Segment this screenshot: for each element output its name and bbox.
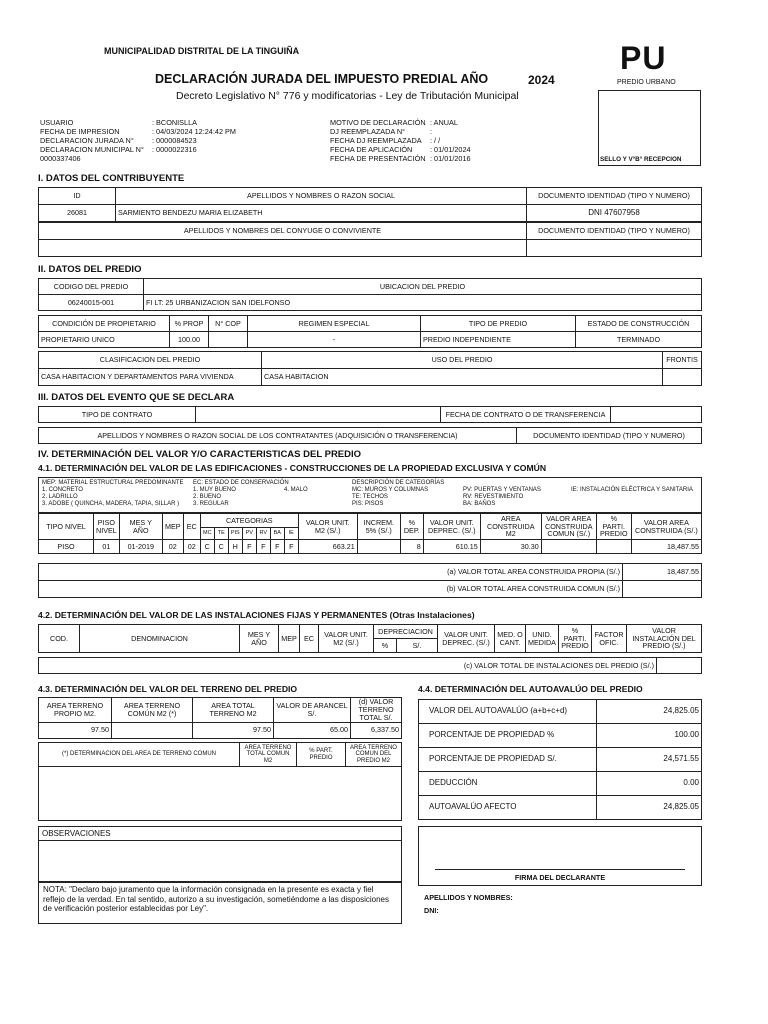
- row-mes: 01-2019: [119, 540, 162, 554]
- cat-col: MC: [200, 528, 214, 540]
- spouse-name: [39, 240, 527, 257]
- declarant-dni-label: DNI:: [424, 906, 439, 915]
- header-prop: % PROP: [170, 316, 209, 332]
- legend-line: 3. ADOBE ( QUINCHA, MADERA, TAPIA, SILLAR ): [42, 501, 180, 507]
- total-c-value: [657, 658, 702, 674]
- appraisal-value: 24,825.05: [597, 700, 702, 724]
- header-piso-nivel: PISO NIVEL: [94, 514, 120, 540]
- meta-value: : 04/03/2024 12:24:42 PM: [152, 127, 236, 136]
- header-dep-sol: S/.: [397, 639, 438, 653]
- installations-table: [38, 624, 702, 653]
- form-type: PREDIO URBANO: [617, 79, 676, 86]
- contributor-table: [38, 187, 702, 222]
- header-factor: FACTOR OFIC.: [592, 625, 627, 653]
- contractants-table: [38, 427, 702, 444]
- header-common-total: AREA TERRENO TOTAL COMUN M2: [240, 743, 297, 767]
- header-dep: % DEP.: [400, 514, 423, 540]
- header-unit-value: VALOR UNIT. M2 (S/.): [298, 514, 357, 540]
- legend-line: EC: ESTADO DE CONSERVACIÓN: [193, 480, 289, 486]
- header-denominacion: DENOMINACION: [80, 625, 240, 653]
- subsection-4-3: 4.3. DETERMINACIÓN DEL VALOR DEL TERRENO DEL PREDIO: [38, 684, 298, 694]
- stamp-caption: SELLO Y V°B° RECEPCION: [600, 156, 682, 163]
- row-mep: 02: [162, 540, 183, 554]
- header-code: CODIGO DEL PREDIO: [39, 279, 144, 295]
- header-mes-anio: MES Y AÑO: [240, 625, 279, 653]
- observations-label: OBSERVACIONES: [42, 829, 111, 838]
- section-title-property: II. DATOS DEL PREDIO: [38, 264, 142, 275]
- meta-right-labels: [330, 118, 430, 163]
- legend-ec: [193, 480, 289, 508]
- buildings-table: [38, 513, 702, 554]
- header-area-value: VALOR AREA CONSTRUIDA (S/.): [631, 514, 701, 540]
- legend-line: 2. LADRILLO: [42, 494, 78, 500]
- municipality-name: MUNICIPALIDAD DISTRITAL DE LA TINGUIÑA: [104, 46, 300, 56]
- header-contractants-doc: DOCUMENTO IDENTIDAD (TIPO Y NUMERO): [517, 428, 702, 444]
- meta-value: : ANUAL: [430, 118, 458, 127]
- row-area-value: 18,487.55: [631, 540, 701, 554]
- header-regime: REGIMEN ESPECIAL: [248, 316, 421, 332]
- row-nivel: 01: [94, 540, 120, 554]
- legend-line: PIS: PISOS: [352, 501, 384, 507]
- subsection-4-1: 4.1. DETERMINACIÓN DEL VALOR DE LAS EDIFICACIONES - CONSTRUCCIONES DE LA PROPIEDAD EXCLUSIVA Y COMÚN: [38, 463, 547, 473]
- legend-line: MC: MUROS Y COLUMNAS: [352, 487, 429, 493]
- legend-line: BA: BAÑOS: [463, 501, 496, 507]
- row-unit-deprec: 610.15: [423, 540, 480, 554]
- appraisal-label: AUTOAVALÚO AFECTO: [419, 796, 597, 820]
- appraisal-label: PORCENTAJE DE PROPIEDAD S/.: [419, 748, 597, 772]
- meta-label: FECHA DE IMPRESION: [40, 127, 120, 136]
- signature-box: [418, 826, 702, 886]
- header-depreciation: DEPRECIACION: [374, 625, 438, 639]
- header-spouse: APELLIDOS Y NOMBRES DEL CONYUGE O CONVIVIENTE: [39, 223, 527, 240]
- header-install-value: VALOR INSTALACIÓN DEL PREDIO (S/.): [627, 625, 702, 653]
- header-common-value: VALOR AREA CONSTRUIDA COMUN (S/.): [541, 514, 596, 540]
- ownership-pct: 100.00: [170, 332, 209, 348]
- cat-col: IE: [284, 528, 298, 540]
- meta-label: FECHA DE PRESENTACIÓN: [330, 154, 426, 163]
- meta-left-values: [152, 118, 312, 154]
- meta-value: : 0000022316: [152, 145, 197, 154]
- common-land-table: [38, 742, 402, 821]
- owner-condition: PROPIETARIO UNICO: [39, 332, 170, 348]
- observations-divider: [39, 840, 401, 841]
- legend-line: MEP: MATERIAL ESTRUCTURAL PREDOMINANTE: [42, 480, 184, 486]
- land-arancel: 65.00: [274, 722, 351, 738]
- special-regime: -: [248, 332, 421, 348]
- total-a-value: 18,487.55: [623, 564, 702, 581]
- table-row: [39, 540, 702, 554]
- appraisal-label: PORCENTAJE DE PROPIEDAD %: [419, 724, 597, 748]
- header-ec: EC: [300, 625, 319, 653]
- meta-value: : 01/01/2024: [430, 145, 471, 154]
- form-title: DECLARACIÓN JURADA DEL IMPUESTO PREDIAL AÑO: [155, 72, 489, 86]
- property-use: CASA HABITACION: [262, 369, 663, 386]
- meta-label: DECLARACION MUNICIPAL N°: [40, 145, 144, 154]
- section-title-contributor: I. DATOS DEL CONTRIBUYENTE: [38, 173, 185, 184]
- contributor-doc: DNI 47607958: [527, 205, 702, 222]
- appraisal-label: DEDUCCIÓN: [419, 772, 597, 796]
- meta-value: : / /: [430, 136, 441, 145]
- common-land-body: [39, 767, 402, 821]
- header-categories: CATEGORIAS: [200, 514, 298, 528]
- property-code: 06240015-001: [39, 295, 144, 311]
- row-cat: C: [214, 540, 228, 554]
- form-subtitle: Decreto Legislativo N° 776 y modificatorias - Ley de Tributación Municipal: [176, 90, 519, 102]
- header-type: TIPO DE PREDIO: [421, 316, 576, 332]
- header-common-area: AREA TERRENO COMUN DEL PREDIO M2: [346, 743, 402, 767]
- header-dep-pct: %: [374, 639, 397, 653]
- row-ec: 02: [183, 540, 200, 554]
- row-cat: F: [284, 540, 298, 554]
- row-tipo: PISO: [39, 540, 94, 554]
- signature-line: [435, 869, 685, 870]
- meta-value: :: [430, 127, 433, 136]
- event-table: [38, 406, 702, 423]
- cat-col: RV: [256, 528, 270, 540]
- row-cat: C: [200, 540, 214, 554]
- legend-mep: [42, 480, 183, 508]
- meta-label: MOTIVO DE DECLARACIÓN: [330, 118, 426, 127]
- legend-categories: [352, 480, 444, 508]
- header-id: ID: [39, 188, 116, 205]
- header-land-arancel: VALOR DE ARANCEL S/.: [274, 698, 351, 723]
- header-land-common: AREA TERRENO COMÚN M2 (*): [112, 698, 193, 723]
- property-location: FI LT: 25 URBANIZACION SAN IDELFONSO: [144, 295, 702, 311]
- header-mep: MEP: [279, 625, 300, 653]
- meta-left-labels: [40, 118, 150, 163]
- row-dep: 8: [400, 540, 423, 554]
- meta-label: DECLARACION JURADA N°: [40, 136, 134, 145]
- header-condition: CONDICIÓN DE PROPIETARIO: [39, 316, 170, 332]
- header-state: ESTADO DE CONSTRUCCIÓN: [576, 316, 702, 332]
- meta-right-values: [430, 118, 550, 163]
- total-b-label: (b) VALOR TOTAL AREA CONSTRUIDA COMUN (S/.): [39, 581, 623, 598]
- header-ec: EC: [183, 514, 200, 540]
- legend-categories-2: [463, 487, 541, 508]
- header-frontis: FRONTIS: [663, 352, 702, 369]
- header-contract-type: TIPO DE CONTRATO: [39, 407, 196, 423]
- legend-line: PV: PUERTAS Y VENTANAS: [463, 487, 541, 493]
- header-tipo-nivel: TIPO NIVEL: [39, 514, 94, 540]
- header-cop: N° COP: [209, 316, 248, 332]
- total-b-value: [623, 581, 702, 598]
- total-a-label: (a) VALOR TOTAL AREA CONSTRUIDA PROPIA (S/.): [39, 564, 623, 581]
- appraisal-value: 100.00: [597, 724, 702, 748]
- spouse-table: [38, 222, 702, 257]
- header-increm: INCREM. 5% (S/.): [357, 514, 400, 540]
- meta-label: 0000337406: [40, 154, 81, 163]
- meta-value: : 01/01/2016: [430, 154, 471, 163]
- header-name: APELLIDOS Y NOMBRES O RAZON SOCIAL: [116, 188, 527, 205]
- section-title-event: III. DATOS DEL EVENTO QUE SE DECLARA: [38, 392, 235, 403]
- co-owners: [209, 332, 248, 348]
- header-mep: MEP: [162, 514, 183, 540]
- header-land-total: AREA TOTAL TERRENO M2: [193, 698, 274, 723]
- legend-ie: IE: INSTALACIÓN ELÉCTRICA Y SANITARIA: [571, 487, 693, 493]
- cat-col: PIS: [228, 528, 242, 540]
- land-common-area: [112, 722, 193, 738]
- row-common-value: [541, 540, 596, 554]
- row-cat: H: [228, 540, 242, 554]
- header-common-pct: % PART. PREDIO: [297, 743, 346, 767]
- contributor-id: 26081: [39, 205, 116, 222]
- header-unit-value: VALOR UNIT. M2 (S/.): [319, 625, 374, 653]
- legal-note: NOTA: "Declaro bajo juramento que la información consignada en la presente es exacta y fiel reflejo de la verdad. En tal sentido, autorizo a su investigación, sometiéndome a las disposiciones de verificación posterior establecidas por Ley".: [38, 882, 402, 924]
- signature-label: FIRMA DEL DECLARANTE: [514, 873, 606, 882]
- section-title-valuation: IV. DETERMINACIÓN DEL VALOR Y/O CARACTERISTICAS DEL PREDIO: [38, 449, 362, 460]
- row-area: 30.30: [480, 540, 541, 554]
- header-unit-deprec: VALOR UNIT. DEPREC. (S/.): [423, 514, 480, 540]
- land-own-area: 97.50: [39, 722, 112, 738]
- frontis-value: [663, 369, 702, 386]
- appraisal-table: [418, 699, 702, 820]
- header-unit-deprec: VALOR UNIT. DEPREC. (S/.): [438, 625, 495, 653]
- header-mes-anio: MES Y AÑO: [119, 514, 162, 540]
- row-parti: [596, 540, 631, 554]
- construction-state: TERMINADO: [576, 332, 702, 348]
- header-land-own: AREA TERRENO PROPIO M2.: [39, 698, 112, 723]
- legend-line: TE: TECHOS: [352, 494, 388, 500]
- form-code: PU: [620, 40, 667, 76]
- legend-line: 1. MUY BUENO: [193, 487, 236, 493]
- meta-value: : BCONISLLA: [152, 118, 198, 127]
- reception-stamp-box: [598, 90, 701, 166]
- appraisal-value: 24,825.05: [597, 796, 702, 820]
- header-classification: CLASIFICACION DEL PREDIO: [39, 352, 262, 369]
- contract-type-value: [196, 407, 441, 423]
- row-cat: F: [242, 540, 256, 554]
- header-contractants: APELLIDOS Y NOMBRES O RAZON SOCIAL DE LOS CONTRATANTES (ADQUISICIÓN O TRANSFERENCIA): [39, 428, 517, 444]
- meta-label: DJ REEMPLAZADA N°: [330, 127, 406, 136]
- meta-label: FECHA DJ REEMPLAZADA: [330, 136, 422, 145]
- total-c-label: (c) VALOR TOTAL DE INSTALACIONES DEL PREDIO (S/.): [39, 658, 657, 674]
- cat-col: TE: [214, 528, 228, 540]
- contributor-name: SARMIENTO BENDEZU MARIA ELIZABETH: [116, 205, 527, 222]
- header-cod: COD.: [39, 625, 80, 653]
- header-location: UBICACION DEL PREDIO: [144, 279, 702, 295]
- legend-line: 3. REGULAR: [193, 501, 229, 507]
- property-classification-table: [38, 351, 702, 386]
- cat-col: BA: [270, 528, 284, 540]
- land-value: 6,337.50: [351, 722, 402, 738]
- spouse-doc: [527, 240, 702, 257]
- header-unid: UNID. MEDIDA: [526, 625, 559, 653]
- subsection-4-4: 4.4. DETERMINACIÓN DEL AUTOAVALÚO DEL PREDIO: [418, 684, 643, 694]
- subsection-4-2: 4.2. DETERMINACIÓN DEL VALOR DE LAS INSTALACIONES FIJAS Y PERMANENTES (Otras Instalaciones): [38, 610, 475, 620]
- legend-box: [38, 477, 702, 513]
- property-type: PREDIO INDEPENDIENTE: [421, 332, 576, 348]
- land-total-area: 97.50: [193, 722, 274, 738]
- header-common-land: (*) DETERMINACION DEL AREA DE TERRENO COMUN: [39, 743, 240, 767]
- appraisal-value: 24,571.55: [597, 748, 702, 772]
- form-year: 2024: [528, 73, 555, 87]
- row-cat: F: [270, 540, 284, 554]
- header-use: USO DEL PREDIO: [262, 352, 663, 369]
- property-location-table: [38, 278, 702, 311]
- building-totals: [38, 563, 702, 598]
- appraisal-value: 0.00: [597, 772, 702, 796]
- header-spouse-doc: DOCUMENTO IDENTIDAD (TIPO Y NUMERO): [527, 223, 702, 240]
- meta-value: : 0000084523: [152, 136, 197, 145]
- row-cat: F: [256, 540, 270, 554]
- legend-line: RV: REVESTIMIENTO: [463, 494, 524, 500]
- cat-col: PV: [242, 528, 256, 540]
- header-land-value: (d) VALOR TERRENO TOTAL S/.: [351, 698, 402, 723]
- installations-total: [38, 657, 702, 674]
- header-area: AREA CONSTRUIDA M2: [480, 514, 541, 540]
- appraisal-label: VALOR DEL AUTOAVALÚO (a+b+c+d): [419, 700, 597, 724]
- legend-line: 2. BUENO: [193, 494, 222, 500]
- row-unit-value: 663.21: [298, 540, 357, 554]
- meta-label: FECHA DE APLICACIÓN: [330, 145, 413, 154]
- header-contract-date: FECHA DE CONTRATO O DE TRANSFERENCIA: [441, 407, 611, 423]
- legend-ec-4: 4. MALO: [284, 487, 308, 493]
- property-classification: CASA HABITACION Y DEPARTAMENTOS PARA VIVIENDA: [39, 369, 262, 386]
- row-increm: [357, 540, 400, 554]
- header-med: MED. O CANT.: [495, 625, 526, 653]
- meta-label: USUARIO: [40, 118, 74, 127]
- land-table: [38, 697, 402, 739]
- legend-line: 1. CONCRETO: [42, 487, 83, 493]
- contract-date-value: [611, 407, 702, 423]
- property-condition-table: [38, 315, 702, 348]
- observations-box: [38, 826, 402, 882]
- header-parti: % PARTI. PREDIO: [596, 514, 631, 540]
- header-parti: % PARTI. PREDIO: [559, 625, 592, 653]
- header-doc: DOCUMENTO IDENTIDAD (TIPO Y NUMERO): [527, 188, 702, 205]
- declarant-name-label: APELLIDOS Y NOMBRES:: [424, 893, 513, 902]
- legend-line: DESCRIPCIÓN DE CATEGORÍAS: [352, 480, 445, 486]
